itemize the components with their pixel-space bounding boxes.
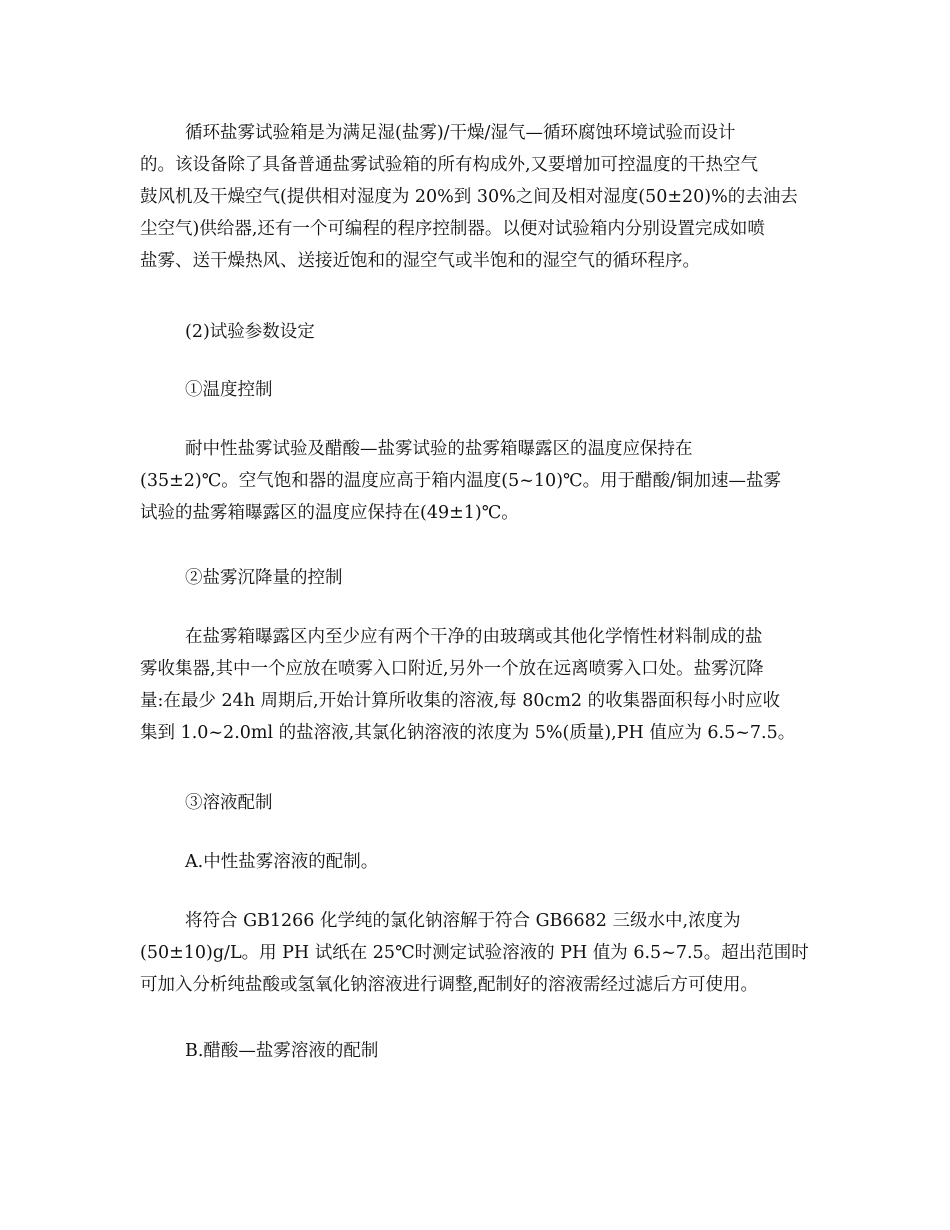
text-line: 耐中性盐雾试验及醋酸—盐雾试验的盐雾箱曝露区的温度应保持在 (185, 439, 693, 459)
text-line: A.中性盐雾溶液的配制。 (185, 852, 379, 872)
paragraph-settlement (140, 621, 810, 749)
paragraph-intro (140, 117, 810, 277)
text-line: 雾收集器,其中一个应放在喷雾入口附近,另外一个放在远离喷雾入口处。盐雾沉降 (140, 659, 764, 679)
text-line: 尘空气)供给器,还有一个可编程的程序控制器。以便对试验箱内分别设置完成如喷 (140, 219, 765, 239)
subheading-temperature (140, 374, 810, 406)
subheading-neutral-solution (140, 846, 810, 878)
text-line: 在盐雾箱曝露区内至少应有两个干净的由玻璃或其他化学惰性材料制成的盐 (185, 627, 763, 647)
text-line: (50±10)g/L。用 PH 试纸在 25℃时测定试验溶液的 PH 值为 6.5~7.5。超出范围时 (140, 943, 809, 963)
text-line: (35±2)℃。空气饱和器的温度应高于箱内温度(5~10)℃。用于醋酸/铜加速—盐雾 (140, 471, 781, 491)
text-line: ③溶液配制 (185, 793, 273, 813)
text-line: 鼓风机及干燥空气(提供相对湿度为 20%到 30%之间及相对湿度(50±20)%的去油去 (140, 187, 798, 207)
paragraph-neutral-solution (140, 905, 810, 1001)
text-line: 盐雾、送干燥热风、送接近饱和的湿空气或半饱和的湿空气的循环程序。 (140, 251, 700, 271)
text-line: 试验的盐雾箱曝露区的温度应保持在(49±1)℃。 (140, 503, 519, 523)
text-line: ②盐雾沉降量的控制 (185, 568, 343, 588)
subheading-solution (140, 787, 810, 819)
text-line: 可加入分析纯盐酸或氢氧化钠溶液进行调整,配制好的溶液需经过滤后方可使用。 (140, 975, 759, 995)
subheading-settlement (140, 562, 810, 594)
text-line: 量:在最少 24h 周期后,开始计算所收集的溶液,每 80cm2 的收集器面积每小时应收 (140, 691, 781, 711)
text-line: 集到 1.0~2.0ml 的盐溶液,其氯化钠溶液的浓度为 5%(质量),PH 值应为 6.5~7.5。 (140, 723, 796, 743)
text-line: (2)试验参数设定 (185, 322, 315, 342)
text-line: 的。该设备除了具备普通盐雾试验箱的所有构成外,又要增加可控温度的干热空气 (140, 155, 759, 175)
section-heading-params (140, 316, 810, 348)
paragraph-temperature (140, 433, 810, 529)
text-line: 循环盐雾试验箱是为满足湿(盐雾)/干燥/湿气—循环腐蚀环境试验而设计 (185, 123, 736, 143)
text-line: B.醋酸—盐雾溶液的配制 (185, 1041, 379, 1061)
subheading-acetic-solution (140, 1035, 810, 1067)
text-line: 将符合 GB1266 化学纯的氯化钠溶解于符合 GB6682 三级水中,浓度为 (185, 911, 741, 931)
text-line: ①温度控制 (185, 380, 273, 400)
